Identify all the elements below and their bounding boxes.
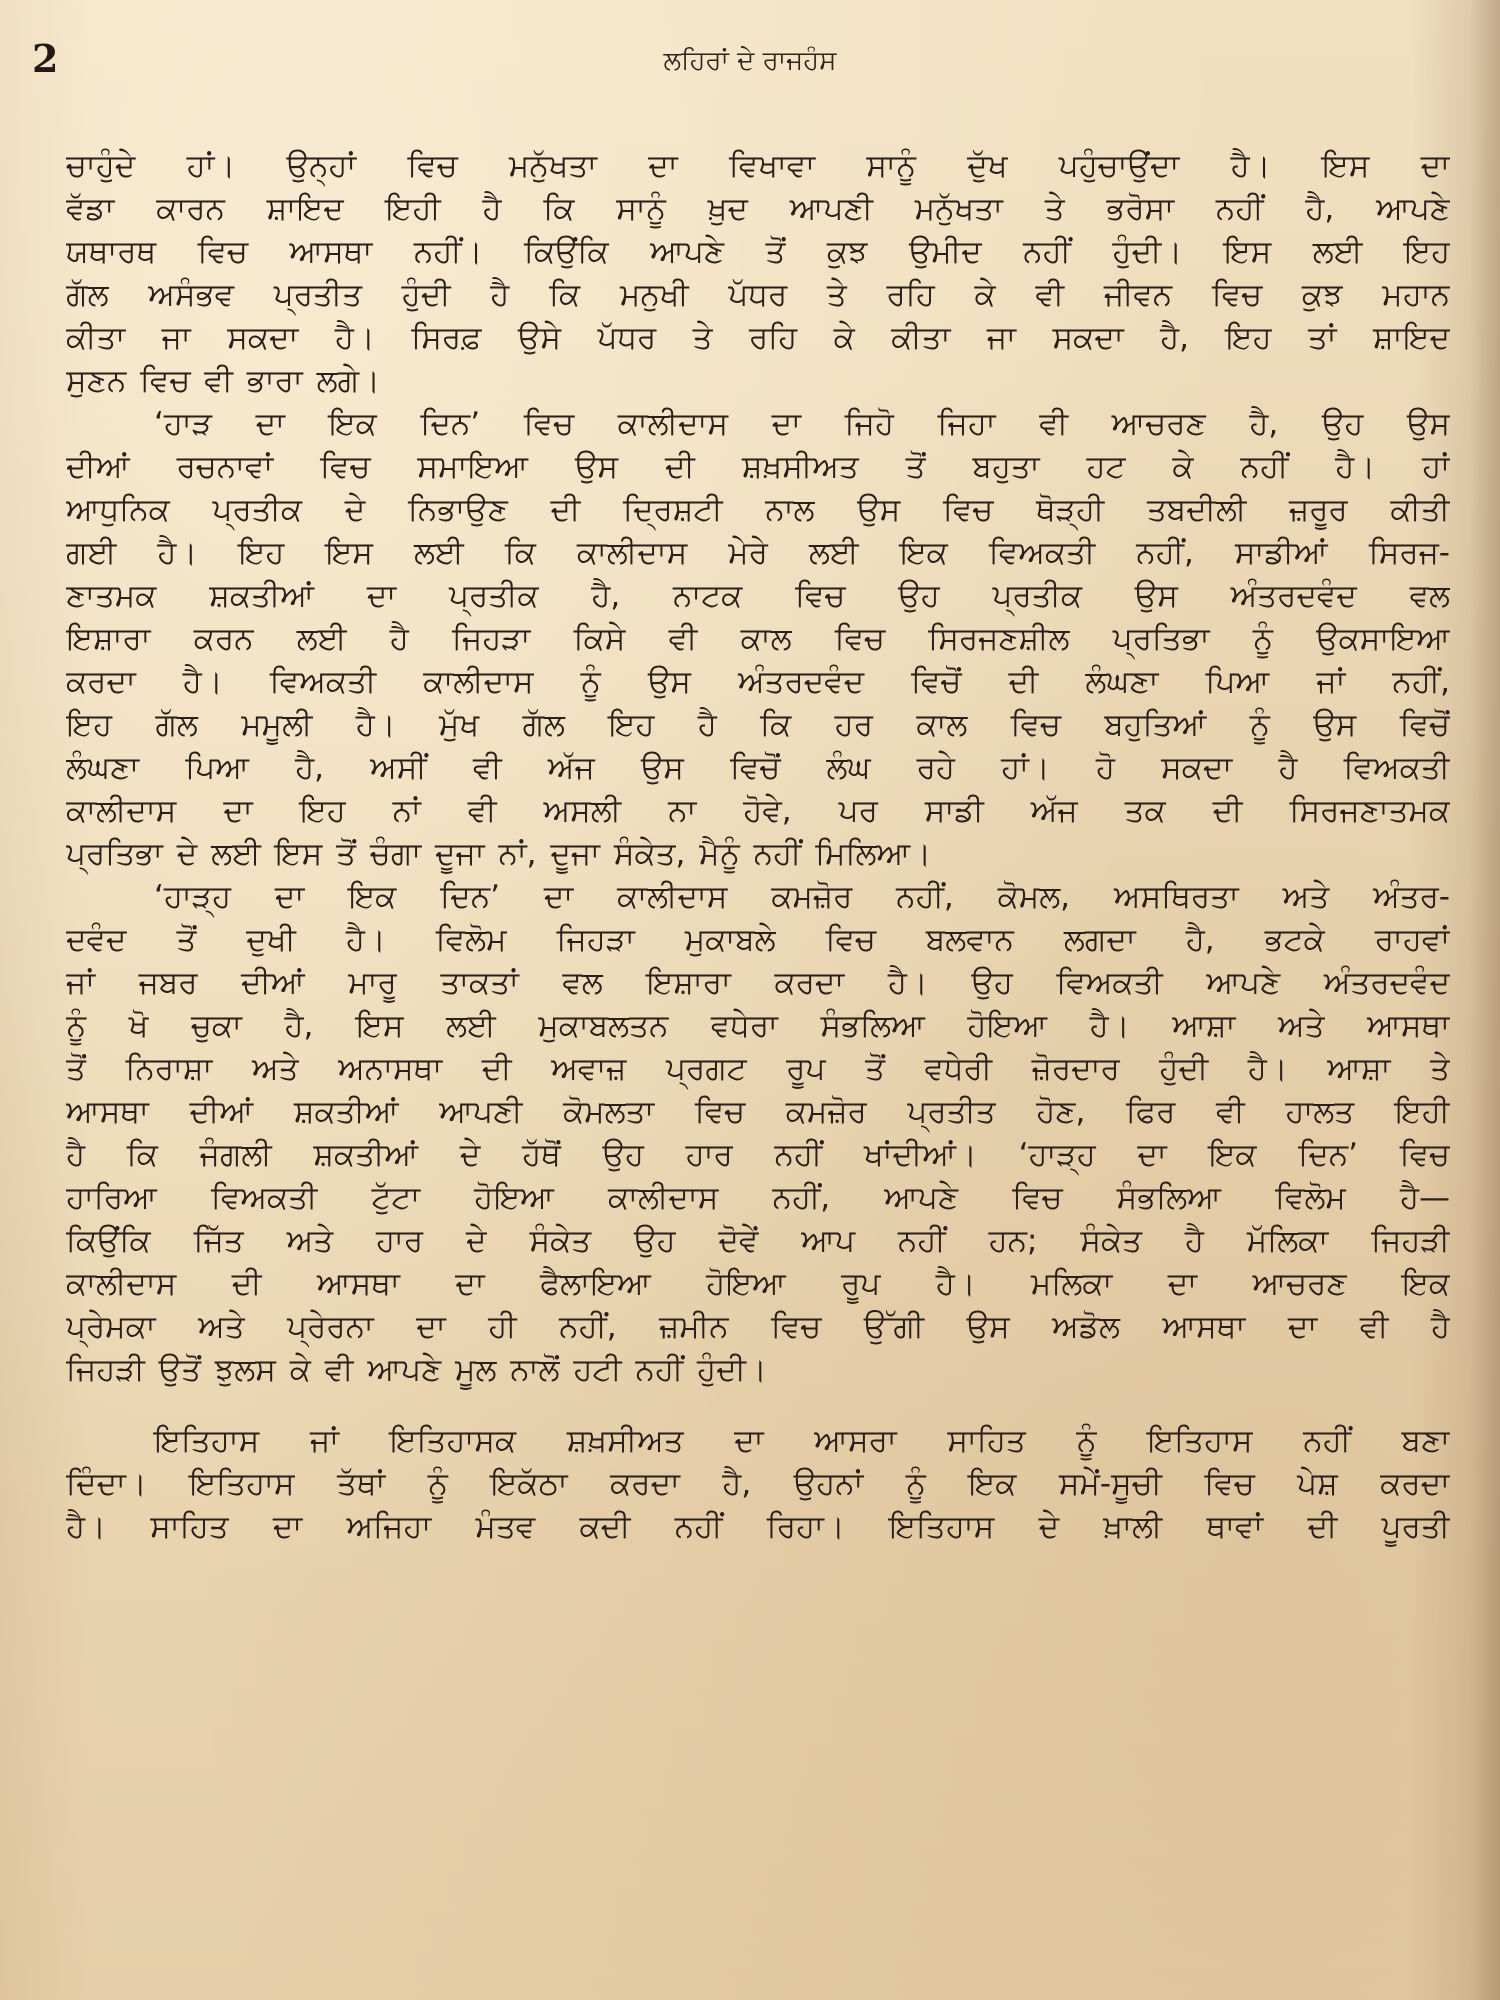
text-line: ਦਿੰਦਾ। ਇਤਿਹਾਸ ਤੱਥਾਂ ਨੂੰ ਇਕੱਠਾ ਕਰਦਾ ਹੈ, ਉਹਨਾਂ ਨੂੰ ਇਕ ਸਮੇਂ-ਸੂਚੀ ਵਿਚ ਪੇਸ਼ ਕਰਦਾ (66, 1466, 1450, 1502)
text-line: ‘ਹਾੜ ਦਾ ਇਕ ਦਿਨ’ ਵਿਚ ਕਾਲੀਦਾਸ ਦਾ ਜਿਹੋ ਜਿਹਾ ਵੀ ਆਚਰਣ ਹੈ, ਉਹ ਉਸ (154, 406, 1450, 442)
text-line: ਣਾਤਮਕ ਸ਼ਕਤੀਆਂ ਦਾ ਪ੍ਰਤੀਕ ਹੈ, ਨਾਟਕ ਵਿਚ ਉਹ ਪ੍ਰਤੀਕ ਉਸ ਅੰਤਰਦਵੰਦ ਵਲ (66, 578, 1450, 614)
text-line: ਆਧੁਨਿਕ ਪ੍ਰਤੀਕ ਦੇ ਨਿਭਾਉਣ ਦੀ ਦ੍ਰਿਸ਼ਟੀ ਨਾਲ ਉਸ ਵਿਚ ਥੋੜ੍ਹੀ ਤਬਦੀਲੀ ਜ਼ਰੂਰ ਕੀਤੀ (66, 492, 1450, 528)
text-line: ਸੁਣਨ ਵਿਚ ਵੀ ਭਾਰਾ ਲਗੇ। (66, 363, 381, 399)
paragraph-1 (66, 145, 1450, 403)
text-line: ਕਾਲੀਦਾਸ ਦਾ ਇਹ ਨਾਂ ਵੀ ਅਸਲੀ ਨਾ ਹੋਵੇ, ਪਰ ਸਾਡੀ ਅੱਜ ਤਕ ਦੀ ਸਿਰਜਣਾਤਮਕ (66, 793, 1450, 829)
text-line: ਕਰਦਾ ਹੈ। ਵਿਅਕਤੀ ਕਾਲੀਦਾਸ ਨੂੰ ਉਸ ਅੰਤਰਦਵੰਦ ਵਿਚੋਂ ਦੀ ਲੰਘਣਾ ਪਿਆ ਜਾਂ ਨਹੀਂ, (66, 664, 1450, 700)
text-line: ਜਿਹੜੀ ਉਤੋਂ ਝੁਲਸ ਕੇ ਵੀ ਆਪਣੇ ਮੂਲ ਨਾਲੋਂ ਹਟੀ ਨਹੀਂ ਹੁੰਦੀ। (66, 1352, 767, 1388)
text-line: ਤੋਂ ਨਿਰਾਸ਼ਾ ਅਤੇ ਅਨਾਸਥਾ ਦੀ ਅਵਾਜ਼ ਪ੍ਰਗਟ ਰੂਪ ਤੋਂ ਵਧੇਰੀ ਜ਼ੋਰਦਾਰ ਹੁੰਦੀ ਹੈ। ਆਸ਼ਾ ਤੇ (66, 1051, 1450, 1087)
running-title: ਲਹਿਰਾਂ ਦੇ ਰਾਜਹੰਸ (663, 46, 837, 76)
text-line: ਆਸਥਾ ਦੀਆਂ ਸ਼ਕਤੀਆਂ ਆਪਣੀ ਕੋਮਲਤਾ ਵਿਚ ਕਮਜ਼ੋਰ ਪ੍ਰਤੀਤ ਹੋਣ, ਫਿਰ ਵੀ ਹਾਲਤ ਇਹੀ (66, 1094, 1450, 1130)
text-line: ਇਤਿਹਾਸ ਜਾਂ ਇਤਿਹਾਸਕ ਸ਼ਖ਼ਸੀਅਤ ਦਾ ਆਸਰਾ ਸਾਹਿਤ ਨੂੰ ਇਤਿਹਾਸ ਨਹੀਂ ਬਣਾ (154, 1423, 1450, 1459)
paragraph-4 (66, 1420, 1450, 1549)
text-line: ਚਾਹੁੰਦੇ ਹਾਂ। ਉਨ੍ਹਾਂ ਵਿਚ ਮਨੁੱਖਤਾ ਦਾ ਵਿਖਾਵਾ ਸਾਨੂੰ ਦੁੱਖ ਪਹੁੰਚਾਉਂਦਾ ਹੈ। ਇਸ ਦਾ (66, 148, 1450, 184)
text-line: ਜਾਂ ਜਬਰ ਦੀਆਂ ਮਾਰੂ ਤਾਕਤਾਂ ਵਲ ਇਸ਼ਾਰਾ ਕਰਦਾ ਹੈ। ਉਹ ਵਿਅਕਤੀ ਆਪਣੇ ਅੰਤਰਦਵੰਦ (66, 965, 1450, 1001)
paragraph-3 (66, 876, 1450, 1392)
page-number: 2 (32, 36, 59, 81)
paragraph-2 (66, 403, 1450, 876)
text-line: ਹਾਰਿਆ ਵਿਅਕਤੀ ਟੁੱਟਾ ਹੋਇਆ ਕਾਲੀਦਾਸ ਨਹੀਂ, ਆਪਣੇ ਵਿਚ ਸੰਭਲਿਆ ਵਿਲੋਮ ਹੈ— (66, 1180, 1450, 1216)
text-line: ਲੰਘਣਾ ਪਿਆ ਹੈ, ਅਸੀਂ ਵੀ ਅੱਜ ਉਸ ਵਿਚੋਂ ਲੰਘ ਰਹੇ ਹਾਂ। ਹੋ ਸਕਦਾ ਹੈ ਵਿਅਕਤੀ (66, 750, 1450, 786)
page-edge-shadow (1470, 0, 1500, 2000)
text-line: ਕਾਲੀਦਾਸ ਦੀ ਆਸਥਾ ਦਾ ਫੈਲਾਇਆ ਹੋਇਆ ਰੂਪ ਹੈ। ਮਲਿਕਾ ਦਾ ਆਚਰਣ ਇਕ (66, 1266, 1450, 1302)
text-line: ਪ੍ਰੇਮਕਾ ਅਤੇ ਪ੍ਰੇਰਨਾ ਦਾ ਹੀ ਨਹੀਂ, ਜ਼ਮੀਨ ਵਿਚ ਉੱਗੀ ਉਸ ਅਡੋਲ ਆਸਥਾ ਦਾ ਵੀ ਹੈ (66, 1309, 1450, 1345)
text-line: ਵੱਡਾ ਕਾਰਨ ਸ਼ਾਇਦ ਇਹੀ ਹੈ ਕਿ ਸਾਨੂੰ ਖ਼ੁਦ ਆਪਣੀ ਮਨੁੱਖਤਾ ਤੇ ਭਰੋਸਾ ਨਹੀਂ ਹੈ, ਆਪਣੇ (66, 191, 1450, 227)
body-text (66, 145, 1450, 1549)
text-line: ਹੈ। ਸਾਹਿਤ ਦਾ ਅਜਿਹਾ ਮੰਤਵ ਕਦੀ ਨਹੀਂ ਰਿਹਾ। ਇਤਿਹਾਸ ਦੇ ਖ਼ਾਲੀ ਥਾਵਾਂ ਦੀ ਪੂਰਤੀ (66, 1509, 1450, 1545)
text-line: ਪ੍ਰਤਿਭਾ ਦੇ ਲਈ ਇਸ ਤੋਂ ਚੰਗਾ ਦੂਜਾ ਨਾਂ, ਦੂਜਾ ਸੰਕੇਤ, ਮੈਨੂੰ ਨਹੀਂ ਮਿਲਿਆ। (66, 836, 932, 872)
text-line: ਦਵੰਦ ਤੋਂ ਦੁਖੀ ਹੈ। ਵਿਲੋਮ ਜਿਹੜਾ ਮੁਕਾਬਲੇ ਵਿਚ ਬਲਵਾਨ ਲਗਦਾ ਹੈ, ਭਟਕੇ ਰਾਹਵਾਂ (66, 922, 1450, 958)
text-line: ਹੈ ਕਿ ਜੰਗਲੀ ਸ਼ਕਤੀਆਂ ਦੇ ਹੱਥੋਂ ਉਹ ਹਾਰ ਨਹੀਂ ਖਾਂਦੀਆਂ। ‘ਹਾੜ੍ਹ ਦਾ ਇਕ ਦਿਨ’ ਵਿਚ (66, 1137, 1450, 1173)
text-line: ‘ਹਾੜ੍ਹ ਦਾ ਇਕ ਦਿਨ’ ਦਾ ਕਾਲੀਦਾਸ ਕਮਜ਼ੋਰ ਨਹੀਂ, ਕੋਮਲ, ਅਸਥਿਰਤਾ ਅਤੇ ਅੰਤਰ- (154, 879, 1450, 915)
text-line: ਕਿਉਂਕਿ ਜਿੱਤ ਅਤੇ ਹਾਰ ਦੇ ਸੰਕੇਤ ਉਹ ਦੋਵੇਂ ਆਪ ਨਹੀਂ ਹਨ; ਸੰਕੇਤ ਹੈ ਮੱਲਿਕਾ ਜਿਹੜੀ (66, 1223, 1450, 1259)
text-line: ਨੂੰ ਖੋ ਚੁਕਾ ਹੈ, ਇਸ ਲਈ ਮੁਕਾਬਲਤਨ ਵਧੇਰਾ ਸੰਭਲਿਆ ਹੋਇਆ ਹੈ। ਆਸ਼ਾ ਅਤੇ ਆਸਥਾ (66, 1008, 1450, 1044)
text-line: ਗਈ ਹੈ। ਇਹ ਇਸ ਲਈ ਕਿ ਕਾਲੀਦਾਸ ਮੇਰੇ ਲਈ ਇਕ ਵਿਅਕਤੀ ਨਹੀਂ, ਸਾਡੀਆਂ ਸਿਰਜ- (66, 535, 1450, 571)
text-line: ਇਸ਼ਾਰਾ ਕਰਨ ਲਈ ਹੈ ਜਿਹੜਾ ਕਿਸੇ ਵੀ ਕਾਲ ਵਿਚ ਸਿਰਜਣਸ਼ੀਲ ਪ੍ਰਤਿਭਾ ਨੂੰ ਉਕਸਾਇਆ (66, 621, 1450, 657)
text-line: ਕੀਤਾ ਜਾ ਸਕਦਾ ਹੈ। ਸਿਰਫ਼ ਉਸੇ ਪੱਧਰ ਤੇ ਰਹਿ ਕੇ ਕੀਤਾ ਜਾ ਸਕਦਾ ਹੈ, ਇਹ ਤਾਂ ਸ਼ਾਇਦ (66, 320, 1450, 356)
text-line: ਦੀਆਂ ਰਚਨਾਵਾਂ ਵਿਚ ਸਮਾਇਆ ਉਸ ਦੀ ਸ਼ਖ਼ਸੀਅਤ ਤੋਂ ਬਹੁਤਾ ਹਟ ਕੇ ਨਹੀਂ ਹੈ। ਹਾਂ (66, 449, 1450, 485)
text-line: ਯਥਾਰਥ ਵਿਚ ਆਸਥਾ ਨਹੀਂ। ਕਿਉਂਕਿ ਆਪਣੇ ਤੋਂ ਕੁਝ ਉਮੀਦ ਨਹੀਂ ਹੁੰਦੀ। ਇਸ ਲਈ ਇਹ (66, 234, 1450, 270)
text-line: ਇਹ ਗੱਲ ਮਮੂਲੀ ਹੈ। ਮੁੱਖ ਗੱਲ ਇਹ ਹੈ ਕਿ ਹਰ ਕਾਲ ਵਿਚ ਬਹੁਤਿਆਂ ਨੂੰ ਉਸ ਵਿਚੋਂ (66, 707, 1450, 743)
text-line: ਗੱਲ ਅਸੰਭਵ ਪ੍ਰਤੀਤ ਹੁੰਦੀ ਹੈ ਕਿ ਮਨੁਖੀ ਪੱਧਰ ਤੇ ਰਹਿ ਕੇ ਵੀ ਜੀਵਨ ਵਿਚ ਕੁਝ ਮਹਾਨ (66, 277, 1450, 313)
